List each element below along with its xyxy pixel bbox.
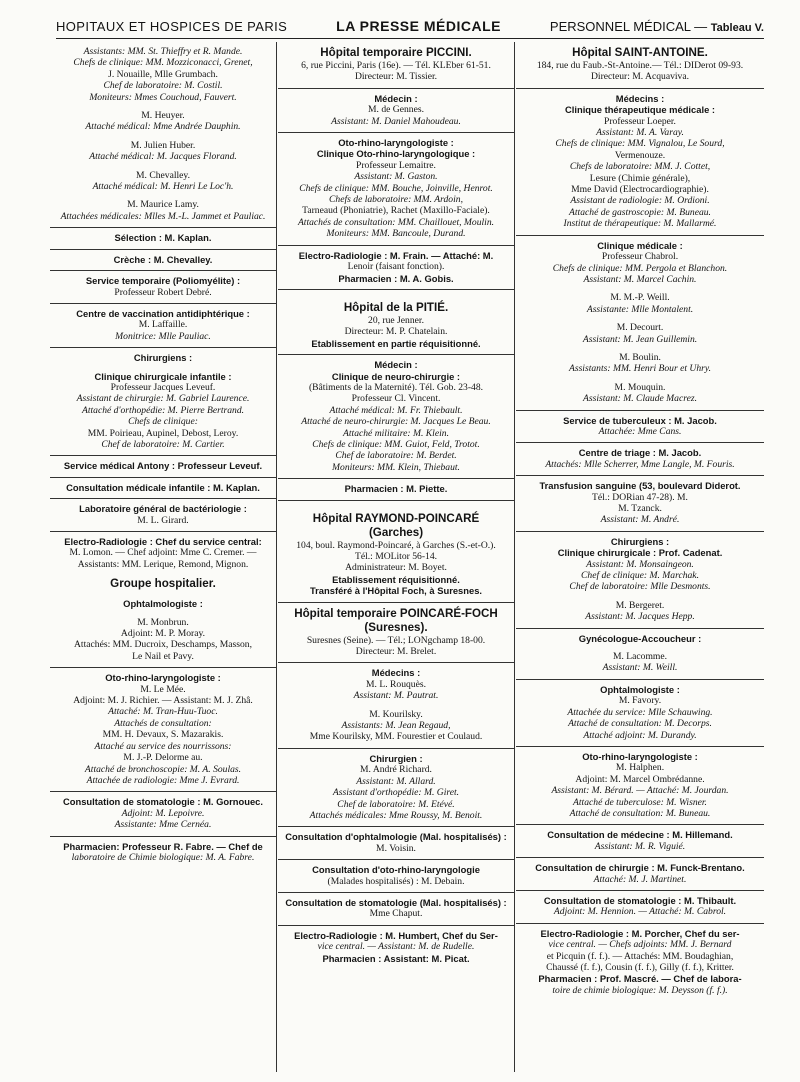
section-heading: Centre de triage : M. Jacob. [578,447,702,459]
listing-line: Assistant: M. Claude Macrez. [583,393,697,405]
listing-line: (Malades hospitalisés) : M. Debain. [327,875,465,887]
spacer [519,285,761,292]
listing-section [516,680,764,747]
listing-line: Attaché médical: M. Fr. Thiebault. [329,404,463,416]
listing-line: Attachées médicales: Mlles M.-L. Jammet et Pauliac. [60,210,266,222]
listing-line: 20, rue Jenner. [368,314,424,326]
section-heading: Ophtalmologiste : [123,598,203,610]
listing-line: Tél.: MOLitor 56-14. [354,551,438,562]
column-1 [50,42,276,1072]
listing-line: Adjoint: M. Hennion. — Attaché: M. Cabrol. [553,906,727,918]
listing-line: Directeur: M. P. Chatelain. [344,326,448,338]
listing-line: Directeur: M. Tissier. [354,71,438,83]
listing-line: Assistant: M. Gaston. [354,171,438,183]
section-heading: Transféré à l'Hôpital Foch, à Suresnes. [309,585,483,597]
listing-line: Attaché de consultation: M. Buneau. [569,807,711,819]
section-heading: Pharmacien : Assistant: M. Picat. [322,952,470,964]
spacer [53,103,273,110]
section-heading: Clinique thérapeutique médicale : [564,104,716,116]
listing-line: Assistant: M. Pautrat. [353,690,439,702]
listing-line: Attaché de consultation: M. Decorps. [568,718,712,730]
listing-section [50,42,276,228]
listing-line: Attachée de radiologie: Mme J. Evrard. [86,774,240,786]
listing-line: M. Julien Huber. [130,139,196,151]
listing-line: Adjoint: M. P. Moray. [120,628,206,640]
listing-line: Le Nail et Pavy. [132,650,194,662]
listing-line: toire de chimie biologique: M. Deysson (f. f.). [552,984,728,996]
listing-line: laboratoire de Chimie biologique: M. A. Fabre. [71,851,255,863]
section-heading: Pharmacien : Prof. Mascré. — Chef de labora- [538,973,742,985]
listing-line: M. Heuyer. [141,110,185,122]
listing-line: M. Kourilsky. [369,708,423,720]
listing-section [278,663,514,748]
listing-line: M. Lacomme. [612,651,668,663]
listing-line: Attaché de gastroscopie: M. Buneau. [569,206,711,218]
section-heading: Electro-Radiologie : M. Porcher, Chef du ser- [540,927,740,939]
listing-line: Assistants: MM. St. Thieffry et R. Mande. [83,46,243,57]
hospital-title: Hôpital SAINT-ANTOINE. [572,46,708,59]
listing-line: M. Chevalley. [136,169,190,181]
listing-section [278,603,514,664]
listing-section [278,133,514,246]
listing-line: Chefs de laboratoire: MM. J. Cottet, [569,161,711,173]
listing-section [50,228,276,249]
listing-line: Attaché de bronchoscopie: M. A. Soulas. [84,763,242,775]
listing-line: Assistante: Mlle Montalent. [586,303,694,315]
spacer [519,593,761,600]
listing-line: Assistant d'orthopédie: M. Giret. [332,787,460,799]
listing-line: Assistant: M. Allard. [356,775,436,787]
listing-line: 6, rue Piccini, Paris (16e). — Tél. KLEber 61-51. [301,60,491,71]
section-heading: Chirurgien : [369,752,423,764]
listing-section [278,290,514,355]
listing-line: Attachés: MM. Ducroix, Deschamps, Masson, [74,639,252,651]
listing-line: Attaché militaire: M. Klein. [343,427,449,439]
section-heading: Oto-rhino-laryngologiste : [105,672,221,684]
listing-line: Moniteurs: MM. Klein, Thiebaut. [332,461,460,473]
section-heading: Clinique chirurgicale : Prof. Cadenat. [557,547,723,559]
listing-line: Attaché d'orthopédie: M. Pierre Bertrand. [81,404,245,416]
listing-line: Assistant: M. Jean Guillemin. [582,333,698,345]
listing-line: vice central. — Chefs adjoints: MM. J. Bernard [548,939,732,951]
hospital-title: Hôpital temporaire POINCARÉ-FOCH [294,606,498,620]
page-header [56,14,764,39]
listing-section [278,479,514,500]
section-heading: Clinique chirurgicale infantile : [94,370,232,382]
listing-line: M. Laffaille. [138,319,188,331]
listing-section [50,668,276,792]
listing-line: Chaussé (f. f.), Cousin (f. f.), Gilly (f. f.), Kritter. [546,962,734,973]
section-heading: Clinique Oto-rhino-laryngologique : [316,148,476,160]
spacer [519,644,761,651]
listing-section [50,499,276,532]
section-heading: Electro-Radiologie : M. Humbert, Chef du Ser- [294,929,498,941]
listing-section [516,42,764,89]
section-heading: Médecin : [374,92,418,104]
listing-line: M. Boulin. [619,351,661,363]
section-heading: Transfusion sanguine (53, boulevard Diderot. [539,480,741,492]
listing-section [50,837,276,869]
listing-line: M. Favory. [618,695,662,707]
listing-section [50,456,276,477]
spacer [281,505,511,512]
spacer [53,610,273,617]
listing-line: M. L. Rouquès. [366,678,426,690]
listing-line: Assistant: M. Bérard. — Attaché: M. Jourdan. [551,785,729,797]
listing-line: MM. H. Devaux, S. Mazarakis. [102,729,224,741]
section-heading: Laboratoire général de bactériologie : [79,503,247,515]
listing-section [516,89,764,236]
listing-line: Assistant: M. Weill. [602,662,678,674]
listing-line: Chefs de clinique: MM. Vignalou, Le Sourd, [555,138,725,150]
spacer [53,192,273,199]
section-heading: Consultation de stomatologie : M. Gornouec. [62,796,263,808]
listing-line: Assistant: M. A. Varay. [596,127,684,139]
hospital-title: (Garches) [368,525,424,539]
listing-line: Directeur: M. Brelet. [355,646,437,658]
listing-section [278,89,514,133]
listing-line: Attachée du service: Mlle Schauwing. [567,706,713,718]
section-heading: Consultation d'oto-rhino-laryngologie [312,864,480,876]
spacer [519,375,761,382]
section-heading: Oto-rhino-laryngologiste : [582,750,698,762]
section-heading: Consultation d'ophtalmologie (Mal. hospitalisés) : [285,831,507,843]
section-heading: Centre de vaccination antidiphtérique : [76,307,250,319]
spacer [53,591,273,598]
listing-line: Assistants: M. Jean Regaud, [341,720,451,732]
spacer [53,133,273,140]
listing-line: Monitrice: Mlle Pauliac. [115,330,211,342]
listing-line: Professeur Cl. Vincent. [351,393,441,405]
listing-section [278,246,514,290]
listing-line: Assistant de radiologie: M. Ordioni. [570,195,710,207]
section-heading: Médecins : [371,667,421,679]
column-2 [278,42,514,1072]
listing-line: 104, boul. Raymond-Poincaré, à Garches (S.-et-O.). [296,539,496,551]
column-rule [276,42,277,1072]
section-heading: Consultation médicale infantile : M. Kaplan. [66,481,260,493]
listing-line: Tél.: DORian 47-28). M. [592,491,688,503]
listing-line: Chefs de clinique: MM. Bouche, Joinville, Henrot. [299,182,493,194]
listing-line: Chefs de clinique: MM. Guiot, Feld, Trotot. [312,438,480,450]
listing-line: Assistant: M. Jacques Hepp. [585,611,695,623]
listing-line: Moniteurs: MM. Bancoule, Durand. [326,228,466,240]
section-heading: Médecin : [374,359,418,371]
listing-line: Chef de clinique: M. Marchak. [581,570,699,582]
listing-line: Attachés médicales: Mme Roussy, M. Benoit. [309,809,483,821]
listing-line: Adjoint: M. Marcel Ombrédanne. [575,773,705,785]
listing-line: M. Decourt. [616,322,664,334]
hospital-title: Hôpital RAYMOND-POINCARÉ [312,511,480,525]
listing-line: Attachée: Mme Cans. [598,425,682,437]
hospital-title: Hôpital temporaire PICCINI. [320,46,472,59]
header-left: HOPITAUX ET HOSPICES DE PARIS [56,18,288,34]
section-heading: Pharmacien : M. Piette. [344,483,448,495]
listing-line: vice central. — Assistant: M. de Rudelle. [317,941,475,953]
section-heading: Sélection : M. Kaplan. [114,232,212,244]
listing-line: M. Lomon. — Chef adjoint: Mme C. Cremer. — [69,547,257,559]
listing-section [50,271,276,304]
listing-line: Mme Chaput. [369,908,423,920]
section-heading: Gynécologue-Accoucheur : [578,632,702,644]
listing-line: Attaché au service des nourrissons: [94,740,232,752]
listing-section [516,411,764,444]
listing-line: Mme Kourilsky, MM. Fourestier et Coulaud. [309,731,483,743]
listing-section [278,42,514,89]
listing-line: M. André Richard. [360,764,432,776]
section-heading: Electro-Radiologie : M. Frain. — Attaché: M. [298,249,494,261]
listing-line: Assistant: M. Marcel Cachin. [583,273,697,285]
listing-line: Lenoir (faisant fonction). [347,261,445,273]
journal-title: LA PRESSE MÉDICALE [336,18,501,34]
spacer [281,294,511,301]
listing-line: J. Nouaille, Mlle Grumbach. [108,68,218,80]
listing-line: Assistants: MM. Henri Bour et Uhry. [568,363,712,375]
section-heading: Chirurgiens : [610,535,670,547]
column-rule [514,42,515,1072]
listing-section [278,926,514,969]
listing-line: 184, rue du Faub.-St-Antoine.— Tél.: DIDerot 09-93. [536,60,744,71]
section-heading: Chirurgiens : [133,352,193,364]
spacer [519,315,761,322]
listing-line: Attaché médical: M. Jacques Florand. [89,151,237,163]
section-heading: Ophtalmologiste : [600,683,680,695]
listing-section [516,825,764,858]
section-heading: Pharmacien: Professeur R. Fabre. — Chef de [63,840,263,852]
listing-line: M. L. Girard. [137,514,189,526]
section-heading: Electro-Radiologie : Chef du service central: [64,536,262,547]
listing-line: M. Mouquin. [614,381,666,393]
listing-line: Assistant: M. Daniel Mahoudeau. [331,115,461,127]
listing-section [278,749,514,827]
section-heading: Consultation de stomatologie : M. Thibault. [543,894,737,906]
listing-line: Attaché de tuberculose: M. Wisner. [573,796,707,808]
listing-line: Assistante: Mme Cernéa. [114,819,212,831]
listing-line: Attaché adjoint: M. Durandy. [583,729,697,741]
listing-section [278,893,514,926]
section-heading: Etablissement réquisitionné. [332,573,460,585]
listing-section [516,532,764,629]
listing-line: M. Voisin. [376,842,416,854]
listing-section [50,348,276,456]
listing-line: Institut de thérapeutique: M. Mallarmé. [563,218,717,230]
listing-section [516,747,764,825]
listing-section [278,827,514,860]
listing-line: M. Bergeret. [615,599,665,611]
listing-section [50,478,276,499]
section-heading: Crèche : M. Chevalley. [113,253,213,265]
header-right-text: PERSONNEL MÉDICAL — [549,18,708,34]
listing-line: Suresnes (Seine). — Tél.; LONgchamp 18-00. [306,634,486,646]
listing-section [516,476,764,532]
listing-section [50,532,276,668]
listing-line: Moniteurs: Mmes Couchoud, Fauvert. [89,91,237,103]
listing-line: et Picquin (f. f.). — Attachés: MM. Boudaghian, [546,950,734,962]
listing-line: M. J.-P. Delorme au. [123,752,203,764]
section-heading: Oto-rhino-laryngologiste : [338,137,454,149]
listing-line: M. Maurice Lamy. [127,199,199,211]
listing-line: Chef de laboratoire: M. Cartier. [101,438,225,450]
listing-line: Attaché: M. J. Martinet. [593,873,687,885]
listing-line: M. Monbrun. [137,616,189,628]
section-heading: Consultation de chirurgie : M. Funck-Brentano. [535,862,745,874]
listing-line: Professeur Chabrol. [601,251,679,263]
listing-section [516,629,764,680]
listing-section [50,304,276,348]
section-heading: Consultation de stomatologie (Mal. hospitalisés) : [285,896,507,908]
spacer [53,570,273,577]
listing-line: Attaché de neuro-chirurgie: M. Jacques Le Beau. [301,416,491,428]
listing-line: Chef de laboratoire: Mlle Desmonts. [569,581,711,593]
listing-line: Chefs de clinique: MM. Pergola et Blanchon. [552,262,728,274]
section-heading: Pharmacien : M. A. Gobis. [338,272,454,284]
listing-line: Mme David (Electrocardiographie). [571,184,709,196]
listing-line: Attaché médical: M. Henri Le Loc'h. [92,181,234,193]
listing-line: Professeur Robert Debré. [114,286,212,298]
tableau-label: Tableau V. [710,21,764,34]
section-heading: Médecins : [615,92,665,104]
listing-line: Professeur Jacques Leveuf. [110,381,216,393]
listing-line: Attachés de consultation: [114,717,212,729]
listing-line: Assistants: MM. Lerique, Remond, Mignon. [77,558,249,570]
listing-line: Tarneaud (Phoniatrie), Rachet (Maxillo-Faciale). [302,205,490,217]
listing-section [278,355,514,479]
listing-line: Attachés: Mlle Scherrer, Mme Langle, M. Fouris. [545,458,735,470]
listing-line: Assistant de chirurgie: M. Gabriel Laurence. [76,393,250,405]
spacer [53,163,273,170]
listing-line: Chef de laboratoire: M. Etévé. [337,798,455,810]
listing-line: Chefs de clinique: MM. Mozziconacci, Grenet, [73,57,253,69]
listing-section [516,858,764,891]
listing-line: M. de Gennes. [368,104,424,116]
listing-line: MM. Poirieau, Aupinel, Debost, Leroy. [87,427,239,439]
hospital-title: Groupe hospitalier. [110,577,216,591]
listing-section [278,860,514,893]
hospital-title: (Suresnes). [364,620,428,634]
spacer [281,702,511,709]
listing-line: Lesure (Chimie générale), [589,172,691,184]
listing-section [50,250,276,271]
section-heading: Clinique médicale : [597,239,683,251]
listing-line: Directeur: M. Acquaviva. [590,71,690,83]
listing-line: Chef de laboratoire: M. Berdet. [335,450,457,462]
listing-section [516,924,764,1001]
listing-section [516,891,764,924]
listing-line: M. Le Mée. [140,683,186,695]
listing-line: (Bâtiments de la Maternité). Tél. Gob. 23-48. [308,381,484,393]
section-heading: Etablissement en partie réquisitionné. [311,337,481,349]
listing-line: Professeur Loeper. [604,115,676,127]
listing-line: Assistant: M. Monsaingeon. [586,558,694,570]
spacer [53,364,273,371]
spacer [519,345,761,352]
listing-line: Attaché médical: Mme Andrée Dauphin. [85,121,241,133]
listing-line: Professeur Lemaitre. [356,159,436,171]
section-heading: Service de tuberculeux : M. Jacob. [563,414,717,426]
listing-line: Assistant: M. André. [600,514,680,526]
listing-line: Chefs de clinique: [128,416,198,428]
listing-section [278,501,514,603]
column-3 [516,42,764,1072]
listing-line: M. Halphen. [615,762,665,774]
listing-line: Administrateur: M. Boyet. [345,562,447,574]
section-heading: Consultation de médecine : M. Hillemand. [547,829,733,841]
listing-section [50,792,276,836]
header-right [550,19,764,34]
listing-line: Adjoint: M. Lepoivre. [121,807,205,819]
listing-line: Vermenouze. [614,149,666,161]
listing-line: Adjoint: M. J. Richier. — Assistant: M. J. Zhâ. [73,695,253,707]
listing-line: M. Tzanck. [618,503,662,514]
listing-line: Chefs de laboratoire: MM. Ardoin, [329,194,463,206]
section-heading: Service médical Antony : Professeur Leveuf. [63,460,263,472]
listing-line: M. M.-P. Weill. [610,292,670,304]
listing-line: Attachés de consultation: MM. Chaillouet, Moulin. [297,216,495,228]
listing-line: Chef de laboratoire: M. Costil. [103,80,223,92]
listing-section [516,236,764,411]
listing-section [516,443,764,476]
listing-line: Attaché: M. Tran-Huu-Tuoc. [108,706,218,718]
listing-line: Assistant: M. R. Viguié. [594,840,686,852]
hospital-title: Hôpital de la PITIÉ. [343,300,449,314]
section-heading: Clinique de neuro-chirurgie : [331,370,461,382]
section-heading: Service temporaire (Poliomyélite) : [85,275,241,287]
